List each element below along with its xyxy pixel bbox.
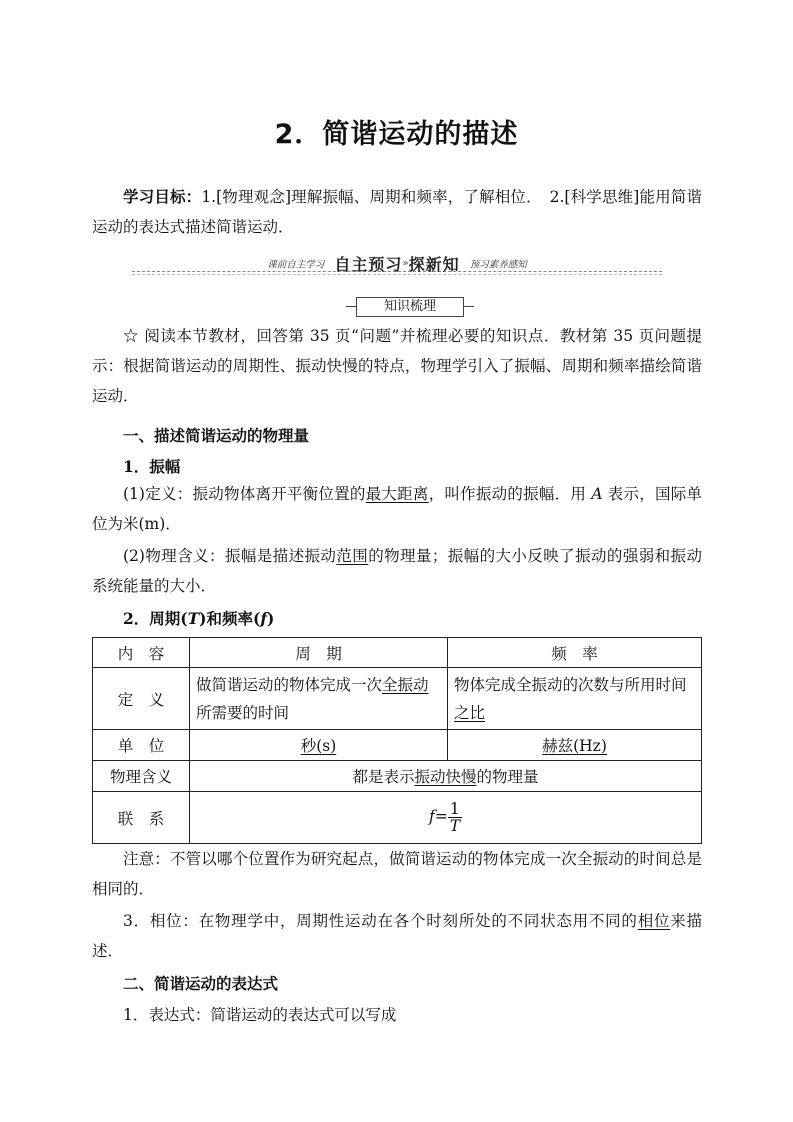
amplitude-def-mid: ，叫作振动的振幅．用 xyxy=(428,485,592,503)
table-row xyxy=(93,792,702,844)
pf-mid: )和频率( xyxy=(199,609,261,628)
def-period-post: 所需要的时间 xyxy=(196,703,290,722)
table-header-cell: 内 容 xyxy=(93,638,190,668)
learning-objective xyxy=(92,182,702,242)
period-symbol: T xyxy=(187,609,200,628)
meaning-cell-key: 振动快慢 xyxy=(414,768,477,786)
table-row xyxy=(93,730,702,761)
section1-heading: 一、描述简谐运动的物理量 xyxy=(123,426,310,445)
amplitude-def-key: 最大距离 xyxy=(365,485,429,503)
table-cell xyxy=(190,668,448,730)
table-header-cell: 频 率 xyxy=(448,638,702,668)
table-row xyxy=(93,668,702,730)
objective-label: 学习目标： xyxy=(123,187,202,206)
phase-key: 相位 xyxy=(637,912,671,930)
banner-title-1: 自主预习 xyxy=(334,255,403,274)
table-cell: 秒(s) xyxy=(190,730,448,761)
table-cell xyxy=(448,668,702,730)
banner-arrow-icon: » xyxy=(402,258,409,269)
knowledge-badge: 知识梳理 xyxy=(356,297,464,317)
table-label-cell: 物理含义 xyxy=(93,761,190,792)
table-label-cell: 定 义 xyxy=(93,668,190,730)
amplitude-definition xyxy=(92,479,702,539)
phase-paragraph xyxy=(92,906,702,966)
meaning-cell-post: 的物理量 xyxy=(476,768,539,786)
def-period-pre: 做简谐运动的物体完成一次 xyxy=(196,675,383,694)
amplitude-heading: 1．振幅 xyxy=(123,457,181,476)
table-label-cell: 单 位 xyxy=(93,730,190,761)
banner-title-2: 探新知 xyxy=(408,255,460,274)
period-frequency-heading xyxy=(123,607,274,629)
def-period-key: 全振动 xyxy=(382,675,429,694)
meaning-pre: (2)物理含义：振幅是描述振动 xyxy=(123,547,337,565)
intro-paragraph: ☆ 阅读本节教材，回答第 35 页“问题”并梳理必要的知识点．教材第 35 页问题提示：根据简谐运动的周期性、振动快慢的特点，物理学引入了振幅、周期和频率描绘简谐运动． xyxy=(92,327,702,405)
amplitude-def-post: 表示，国际单位为米(m)． xyxy=(92,485,702,533)
table-cell xyxy=(190,792,702,844)
def-freq-key: 之比 xyxy=(454,703,486,722)
note-paragraph: 注意：不管以哪个位置作为研究起点，做简谐运动的物体完成一次全振动的时间总是相同的． xyxy=(92,850,702,898)
relation-lhs: f= xyxy=(428,807,448,826)
table-header-cell: 周 期 xyxy=(190,638,448,668)
pf-post: ) xyxy=(267,609,275,628)
banner-content xyxy=(132,252,662,275)
table-cell xyxy=(190,761,702,792)
phase-post: 来描述． xyxy=(92,912,702,960)
table-row xyxy=(93,761,702,792)
amplitude-symbol: A xyxy=(591,485,603,503)
fraction-numerator: 1 xyxy=(448,801,462,818)
section2-heading: 二、简谐运动的表达式 xyxy=(123,974,279,993)
table-cell: 赫兹(Hz) xyxy=(448,730,702,761)
phase-pre: 3．相位：在物理学中，周期性运动在各个时刻所处的不同状态用不同的 xyxy=(123,912,638,930)
relation-fraction xyxy=(448,801,462,834)
meaning-post: 的物理量；振幅的大小反映了振动的强弱和振动系统能量的大小． xyxy=(92,547,702,595)
meaning-cell-pre: 都是表示 xyxy=(352,768,415,786)
objective-text: 1.[物理观念]理解振幅、周期和频率，了解相位． 2.[科学思维]能用简谐运动的表达式描述简谐运动． xyxy=(92,188,702,236)
amplitude-meaning xyxy=(92,541,702,601)
banner-right-text: 预习素养感知 xyxy=(469,259,527,271)
fraction-denominator: T xyxy=(449,817,461,835)
section-banner xyxy=(132,252,662,276)
pf-pre: 2．周期( xyxy=(123,609,188,628)
banner-left-text: 课前自主学习 xyxy=(267,259,325,271)
meaning-key: 范围 xyxy=(336,547,369,565)
expression-item: 1．表达式：简谐运动的表达式可以写成 xyxy=(123,1006,397,1024)
period-frequency-table xyxy=(92,637,702,844)
table-label-cell: 联 系 xyxy=(93,792,190,844)
page-title: 2．简谐运动的描述 xyxy=(274,119,519,150)
frequency-symbol: f xyxy=(260,609,268,628)
amplitude-def-pre: (1)定义：振动物体离开平衡位置的 xyxy=(123,485,366,503)
table-row xyxy=(93,638,702,668)
def-freq-pre: 物体完成全振动的次数与所用时间 xyxy=(454,675,687,694)
